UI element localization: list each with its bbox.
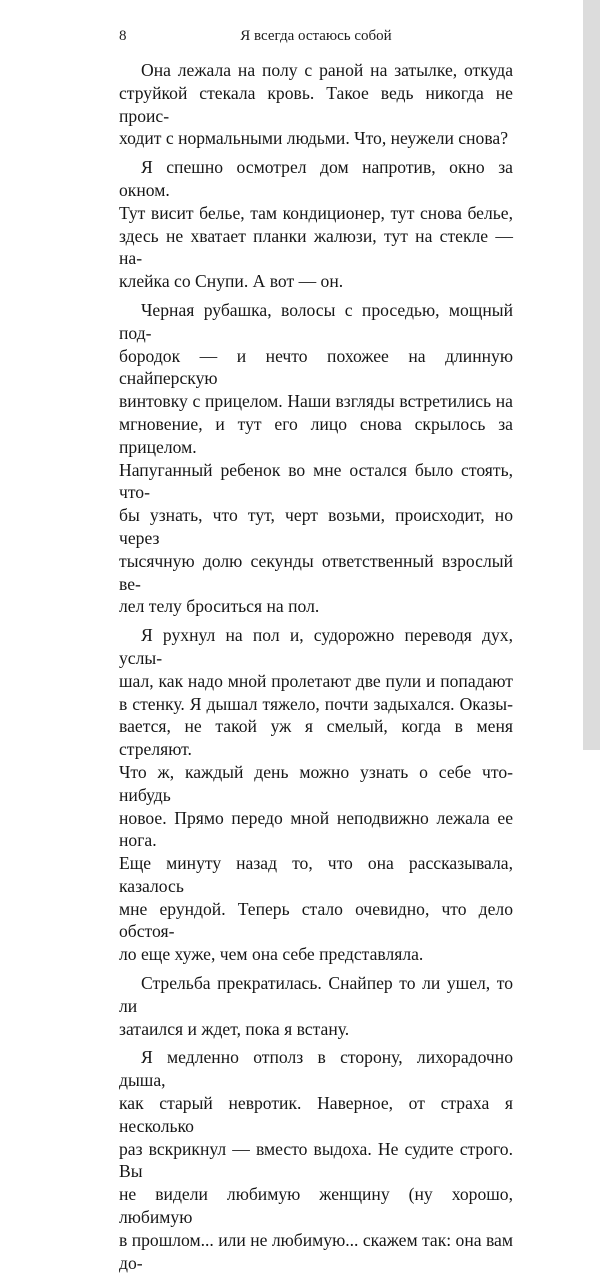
text-line: ходит с нормальными людьми. Что, неужели снова? [119, 128, 509, 149]
text-line: лел телу броситься на пол. [119, 596, 320, 617]
text-line: мне ерундой. Теперь стало очевидно, что дело обстоя- [119, 898, 513, 942]
text-line: бородок — и нечто похожее на длинную снайперскую [119, 345, 513, 389]
paragraph [119, 299, 513, 618]
text-line: раз вскрикнул — вместо выдоха. Не судите строго. Вы [119, 1138, 513, 1182]
page-edge-gutter [583, 0, 600, 750]
text-line: как старый невротик. Наверное, от страха я несколько [119, 1093, 513, 1136]
text-line: Напуганный ребенок во мне остался было стоять, что- [119, 459, 513, 503]
text-line: Я медленно отполз в сторону, лихорадочно дыша, [119, 1047, 513, 1091]
paragraph [119, 59, 513, 150]
text-line: в прошлом... или не любимую... скажем так: она вам до- [119, 1229, 513, 1273]
text-line: винтовку с прицелом. Наши взгляды встретились на [119, 391, 513, 412]
paragraph [119, 972, 513, 1040]
text-line: клейка со Снупи. А вот — он. [119, 271, 344, 292]
text-line: Я рухнул на пол и, судорожно переводя дух, услы- [119, 625, 513, 668]
paragraph [119, 1046, 513, 1274]
text-line: бы узнать, что тут, черт возьми, происходит, но через [119, 505, 513, 548]
page-header [119, 28, 513, 48]
text-line: здесь не хватает планки жалюзи, тут на стекле — на- [119, 225, 513, 269]
paragraph [119, 624, 513, 966]
text-line: затаился и ждет, пока я встану. [119, 1018, 350, 1039]
text-line: вается, не такой уж я смелый, когда в меня стреляют. [119, 716, 513, 760]
text-line: Тут висит белье, там кондиционер, тут снова белье, [119, 202, 513, 223]
text-line: Стрельба прекратилась. Снайпер то ли ушел, то ли [119, 973, 513, 1016]
text-line: Еще минуту назад то, что она рассказывала, казалось [119, 853, 513, 896]
paragraph [119, 156, 513, 293]
text-line: ло еще хуже, чем она себе представляла. [119, 944, 424, 965]
text-line: тысячную долю секунды ответственный взрослый ве- [119, 550, 513, 594]
text-line: Что ж, каждый день можно узнать о себе что-нибудь [119, 761, 513, 805]
running-title: Я всегда остаюсь собой [240, 28, 392, 44]
body-text [119, 59, 513, 1280]
page-number: 8 [119, 28, 127, 44]
text-line: мгновение, и тут его лицо снова скрылось за прицелом. [119, 413, 513, 457]
text-line: не видели любимую женщину (ну хорошо, любимую [119, 1184, 513, 1228]
text-line: струйкой стекала кровь. Такое ведь никогда не проис- [119, 82, 513, 126]
text-line: Она лежала на полу с раной на затылке, откуда [141, 60, 513, 80]
text-line: шал, как надо мной пролетают две пули и попадают [119, 670, 513, 691]
text-line: в стенку. Я дышал тяжело, почти задыхался. Оказы- [119, 693, 513, 714]
text-line: Черная рубашка, волосы с проседью, мощный под- [119, 299, 513, 343]
text-line: новое. Прямо передо мной неподвижно лежала ее нога. [119, 807, 513, 851]
text-line: Я спешно осмотрел дом напротив, окно за окном. [119, 157, 513, 200]
